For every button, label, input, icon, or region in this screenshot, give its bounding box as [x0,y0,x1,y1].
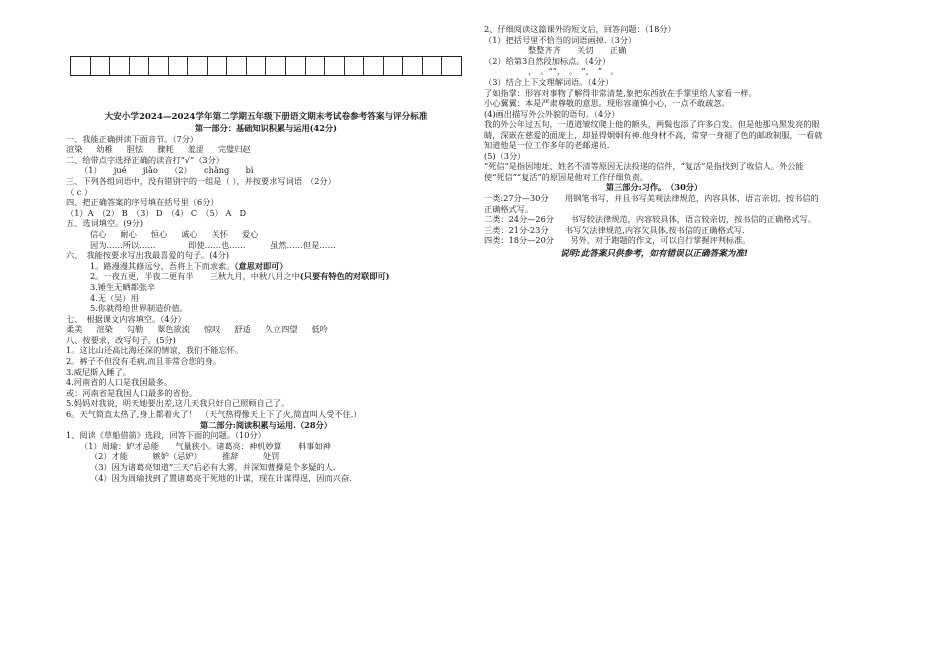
q6-answer-2 [66,271,466,282]
q5-pairs: 因为……所以…… 即使……也…… 虽然……但是…… [90,239,336,250]
q8-answer-6: 6。天气简直太热了,身上都着火了！ （天气热得像天上下了火,简直叫人受不住.） [66,409,362,420]
q6-answer-4: 4.无（吴）用 [90,292,139,303]
right-column [484,24,824,260]
q1-word: 羞涩 [187,144,204,155]
grid-cell [110,57,130,75]
q6-answer-3: 3.锤生无晒都张辛 [90,281,156,292]
reading1-heading: 1、阅读《草船借箭》选段，回答下面的问题。（10分） [66,430,266,441]
reading2-q1-answer: 整整齐齐 关切 正确 [528,45,627,56]
reading1-answer-1: （1）周瑜：妒才忌能 气量狭小。诸葛亮：神机妙算 料事如神 [80,440,331,451]
reading2-heading: 2、仔细阅读这篇课外的短文后，回答问题：（18分） [484,24,676,34]
reading2-q2-answer: ， 。“”， 。 “， ” 。 [528,66,619,77]
grid-cell [325,57,345,75]
grid-cell [286,57,306,75]
q4-heading: 四、把正确答案的序号填在括号里（6分） [66,197,219,208]
q1-heading: 一、我能正确拼读下面音节。（7分） [66,133,199,144]
q5-word: 爱心 [241,228,259,239]
grid-cell [227,57,247,75]
q1-word: 幼稚 [96,144,113,155]
grid-cell [266,57,286,75]
q6-1-text: 1。路漫漫其修远兮，吾将上下而求索。 [90,260,235,271]
grid-cell [423,57,443,75]
grid-cell [71,57,91,75]
reading2-q4: (4)画出描写外公外貌的语句。（4分） [484,108,620,119]
grid-cell [169,57,189,75]
q5-word: 关怀 [211,228,228,239]
grid-cell [130,57,150,75]
q1-word: 渲染 [66,144,83,155]
grid-cell [442,57,461,75]
document-title: 大安小学2024—2024学年第二学期五年级下册语文期末考试卷参考答案与评分标准 [104,112,428,122]
q7-answers [66,324,466,335]
grid-cell [188,57,208,75]
part3-heading: 第三部分:习作。 （30分） [605,182,703,193]
q3-answers: （ c ） [66,186,93,197]
q5-word: 诚心 [181,228,198,239]
reading2-q3-answer-b: 小心翼翼：本是严肃尊敬的意思。现形容谨慎小心，一点不敢疏忽。 [484,98,730,109]
grid-cell [247,57,267,75]
q6-heading: 六、 我能按要求写出我最喜爱的句子。(4分) [66,250,230,261]
q8-answer-3: 3.威尼斯入睡了。 [66,366,132,377]
reading2-q2: （2）给第3自然段加标点。（4分） [484,55,611,66]
grid-cell [306,57,326,75]
part2-heading: 第二部分:阅读积累与运用.（28分） [200,419,332,430]
q7-word: 柔美 [66,324,83,335]
q1-word: 完璧归赵 [217,144,251,155]
q6-answer-1 [66,261,466,272]
reading2-q1: （1）把括号里不恰当的词语画掉.（3分） [484,34,637,45]
q6-answer-5: 5.你就得给世界制造价值。 [90,303,188,314]
q1-word: 骤耗 [157,144,174,155]
grid-cell [364,57,384,75]
reading2-q3: （3）结合上下文理解词语。（4分） [484,76,614,87]
q8-answer-4b: 或：河南省是我国人口最多的省份。 [66,387,198,398]
grid-cell [384,57,404,75]
reading2-q5: (5)（3分） [484,150,526,161]
q8-answer-4: 4.河南省的人口是我国最多。 [66,377,173,388]
q6-2-text: 2。一夜五更，半夜二更有半 三秋九月，中秋八月之中 [90,271,300,282]
q1-word: 胆怯 [126,144,144,155]
q7-word: 翠色欲流 [157,324,190,335]
reading1-answer-2: （2）才能 嫉妒（忌妒） 推辞 处罚 [90,451,280,462]
reading1-answer-3: （3）因为诸葛亮知道“三天”后必有大雾，并深知曹操是个多疑的人. [90,462,336,472]
q3-heading: 三、下列各组词语中，没有错别字的一组是（ ），并按要求写词语 （2分） [66,175,336,186]
q8-answer-2: 2。裤子不但没有毛病,而且非常合您的身。 [66,356,222,367]
q2-heading: 二、给带点字选择正确的读音打“√”（3分） [66,154,224,165]
q7-word: 勾勒 [126,324,144,335]
q6-1-note: （意思对即可） [234,260,288,271]
q5-word: 信心 [90,228,107,239]
q5-heading: 五、选词填空。(9分) [66,218,144,229]
q6-2-note: (只要有特色的对联即可) [299,271,390,282]
q2-answers: （1） jué jiǎo （2） chǎng bì [80,165,254,176]
grade-level-4: 四类：18分—20分 另外，对于跑题的作文，可以自行掌握评判标准。 [484,235,751,246]
q7-word: 久立四望 [264,324,298,335]
q4-answers: （1）A （2） B （3） D （4） C （5） A D [66,207,247,218]
q7-heading: 七、 根据课文内容填空。（4分） [66,313,186,324]
reading2-q3-answer-a: 了如指掌：形容对事物了解得非常清楚,象把东西放在手掌里给人家看一样。 [484,87,757,98]
part1-heading: 第一部分：基础知识积累与运用(42分) [195,123,337,133]
grid-cell [403,57,423,75]
grade-level-1: 一类:27分—30分 用钢笔书写，并且书写美观法律规范，内容具体，语言亲切，按书信的正确格式写。 [484,193,819,214]
disclaimer-note: 说明:此答案只供参考，如有错误以正确答案为准! [560,248,748,259]
q5-words [66,229,466,240]
q7-word: 低吟 [311,324,328,335]
grade-level-3: 三类：21分-23分 书写欠法律规范,内容欠具体,按书信的正确格式写. [484,224,745,235]
q1-answers [66,144,466,155]
q7-word: 舒适 [234,324,251,335]
q7-word: 惊叹 [203,324,221,335]
grade-level-2: 二类：24分—26分 书写较法律规范，内容较具体，语言较亲切，按书信的正确格式写。 [484,214,816,225]
left-column [66,112,466,483]
reading2-q4-answer: 我的外公年过五旬，一道道皱纹爬上他的额头，两鬓也添了许多白发。但是他那乌黑发亮的眼睛，深嵌在慈爱的面庞上，却显得炯炯有神.他身材不高，常穿一身褪了色的邮政制服，一看就知道他是一位工作多年的老邮递员. [484,119,823,151]
reading2-q5-answer: “死信”是指因地址、姓名不清等原因无法投递的信件，“复活”是指找到了收信人。外公能使“死信”“复活”的原因是他对工作仔细负责。 [484,161,804,182]
q5-word: 耐心 [120,228,137,239]
q5-word: 恒心 [150,228,168,239]
q8-answer-1: 1。这比山还高比海还深的情谊，我们不能忘怀。 [66,345,244,356]
q8-answer-5: 5.妈妈对我说，明天她要出差,这几天我只好自己照顾自己了。 [66,398,290,409]
grid-cell [208,57,228,75]
grid-cell [149,57,169,75]
q8-heading: 八、按要求，改写句子。(5分) [66,334,176,345]
reading1-answer-4: （4）因为周瑜找到了置诸葛亮于死地的计谋，现在计谋得逞，因而兴奋. [90,472,352,483]
q7-word: 渲染 [96,324,113,335]
grid-cell [345,57,365,75]
grid-cell [91,57,111,75]
writing-grid [70,56,462,76]
